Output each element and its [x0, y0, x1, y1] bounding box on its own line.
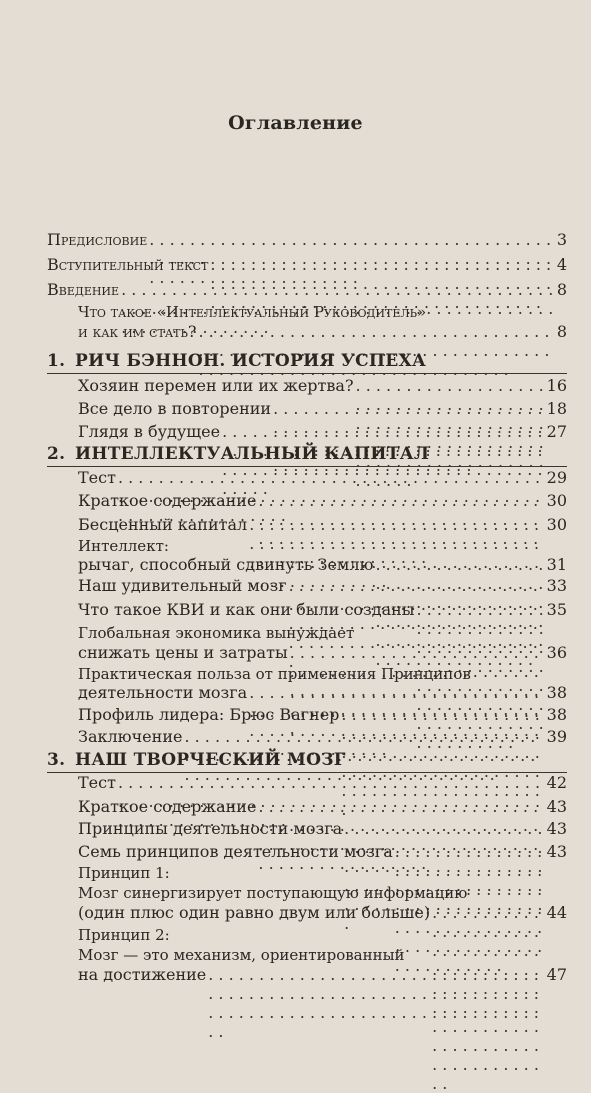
toc-entry-label: Краткое содержание: [78, 797, 257, 816]
chapter-number: 2.: [47, 444, 66, 464]
dot-leader: [208, 965, 544, 1041]
toc-page-number: 8: [556, 280, 567, 299]
toc-page-number: 27: [546, 422, 567, 441]
toc-page-number: 16: [546, 376, 567, 395]
chapter-heading[interactable]: [47, 749, 346, 771]
toc-entry-second-line: Мозг синергизирует поступающую информацию: [78, 884, 468, 902]
toc-entry[interactable]: [78, 965, 567, 1041]
toc-entry-label: на достижение: [78, 965, 207, 984]
toc-page-number: 29: [546, 468, 567, 487]
chapter-number: 3.: [47, 750, 66, 770]
toc-entry-label: Вступительный текст: [47, 255, 209, 274]
toc-entry-label: Краткое содержание: [78, 491, 257, 510]
toc-page-number: 30: [546, 515, 567, 534]
chapter-divider: [47, 466, 567, 467]
toc-entry-label: и как им стать?: [78, 322, 197, 341]
toc-entry-label: рычаг, способный сдвинуть Землю: [78, 555, 374, 574]
chapter-title: РИЧ БЭННОН. ИСТОРИЯ УСПЕХА: [75, 351, 427, 371]
toc-page-number: 39: [546, 727, 567, 746]
toc-entry-label: Наш удивительный мозг: [78, 576, 287, 595]
chapter-heading[interactable]: [47, 350, 426, 372]
toc-page-number: 43: [546, 842, 567, 861]
toc-entry-label: Заключение: [78, 727, 183, 746]
chapter-heading[interactable]: [47, 443, 429, 465]
toc-entry-label: снижать цены и затраты: [78, 643, 288, 662]
toc-entry-first-line: Принцип 2:: [78, 926, 170, 944]
toc-page-number: 38: [546, 683, 567, 702]
toc-page-number: 3: [556, 230, 567, 249]
toc-entry-label: Хозяин перемен или их жертва?: [78, 376, 354, 395]
toc-page-number: 43: [546, 797, 567, 816]
toc-entry-second-line: Мозг — это механизм, ориентированный: [78, 946, 405, 964]
toc-entry-label: Все дело в повторении: [78, 399, 272, 418]
toc-page-number: 35: [546, 600, 567, 619]
toc-entry-label: Тест: [78, 773, 116, 792]
toc-page-number: 31: [546, 555, 567, 574]
toc-entry-label: Профиль лидера: Брюс Вагнер: [78, 705, 340, 724]
toc-entry-label: Глядя в будущее: [78, 422, 221, 441]
toc-page-number: 47: [546, 965, 567, 984]
toc-entry-label: Принципы деятельности мозга: [78, 819, 343, 838]
chapter-number: 1.: [47, 351, 66, 371]
toc-entry-label: Предисловие: [47, 230, 148, 249]
toc-page-number: 30: [546, 491, 567, 510]
toc-page-number: 36: [546, 643, 567, 662]
page-title: Оглавление: [228, 112, 363, 134]
toc-entry-label: Семь принципов деятельности мозга: [78, 842, 393, 861]
toc-page-number: 33: [546, 576, 567, 595]
toc-entry-label: деятельности мозга: [78, 683, 248, 702]
toc-entry-first-line: Интеллект:: [78, 537, 169, 555]
chapter-divider: [47, 373, 567, 374]
toc-page-number: 4: [556, 255, 567, 274]
toc-entry-label: (один плюс один равно двум или больше): [78, 903, 431, 922]
toc-entry-first-line: Практическая польза от применения Принципов: [78, 665, 471, 683]
toc-page-number: 38: [546, 705, 567, 724]
toc-page-number: 42: [546, 773, 567, 792]
toc-entry-first-line: Принцип 1:: [78, 864, 170, 882]
toc-entry-first-line: Глобальная экономика вынуждает: [78, 624, 355, 642]
toc-entry-label: Бесценный капитал: [78, 515, 248, 534]
toc-entry-label: Что такое КВИ и как они были созданы: [78, 600, 415, 619]
toc-page-number: 8: [556, 322, 567, 341]
chapter-title: ИНТЕЛЛЕКТУАЛЬНЫЙ КАПИТАЛ: [75, 444, 430, 464]
toc-page-number: 44: [546, 903, 567, 922]
toc-entry-label: Введение: [47, 280, 120, 299]
toc-page-number: 18: [546, 399, 567, 418]
toc-subentry-text: Что такое «Интеллектуальный Руководитель»: [78, 303, 427, 321]
toc-entry-label: Тест: [78, 468, 116, 487]
chapter-title: НАШ ТВОРЧЕСКИЙ МОЗГ: [75, 750, 346, 770]
toc-page-number: 43: [546, 819, 567, 838]
